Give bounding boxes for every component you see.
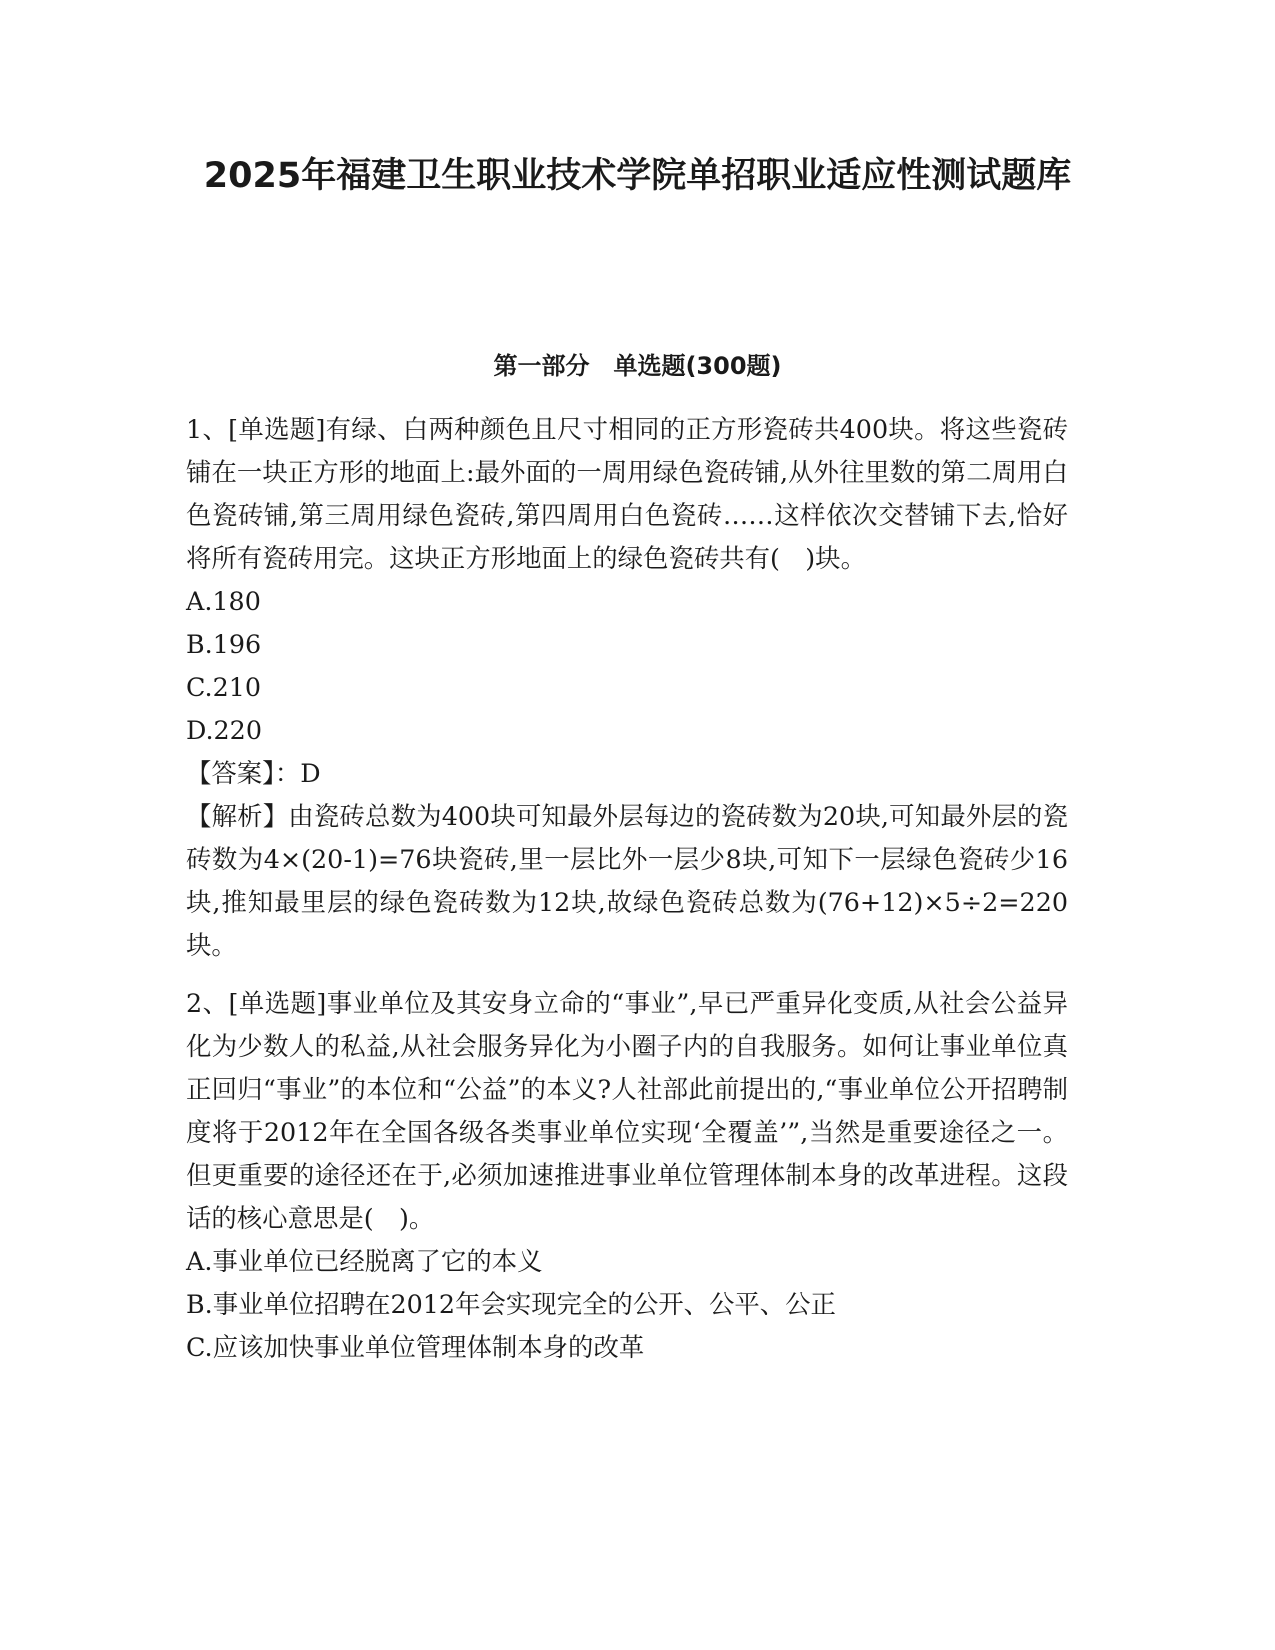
answer-line (186, 752, 1068, 795)
analysis-label: 【解析】 (186, 801, 289, 831)
option-a: A.事业单位已经脱离了它的本义 (186, 1246, 543, 1276)
document-title: 2025年福建卫生职业技术学院单招职业适应性测试题库 (203, 156, 1072, 196)
option-a: A.180 (186, 586, 261, 616)
question-1 (186, 408, 1068, 967)
question-2 (186, 982, 1068, 1369)
question-stem: 2、[单选题]事业单位及其安身立命的“事业”,早已严重异化变质,从社会公益异化为少数人的私益,从社会服务异化为小圈子内的自我服务。如何让事业单位真正回归“事业”的本位和“公益”的本义?人社部此前提出的,“事业单位公开招聘制度将于2012年在全国各级各类事业单位实现‘全覆盖’”,当然是重要途径之一。但更重要的途径还在于,必须加速推进事业单位管理体制本身的改革进程。这段话的核心意思是( )。 (186, 988, 1068, 1233)
option-c: C.应该加快事业单位管理体制本身的改革 (186, 1332, 645, 1362)
option-c: C.210 (186, 672, 262, 702)
analysis-text: 由瓷砖总数为400块可知最外层每边的瓷砖数为20块,可知最外层的瓷砖数为4×(20-1)=76块瓷砖,里一层比外一层少8块,可知下一层绿色瓷砖少16块,推知最里层的绿色瓷砖数为12块,故绿色瓷砖总数为(76+12)×5÷2=220块。 (186, 801, 1069, 960)
section-heading: 第一部分 单选题(300题) (493, 352, 782, 380)
answer-value: ：D (274, 758, 321, 788)
option-b: B.事业单位招聘在2012年会实现完全的公开、公平、公正 (186, 1289, 836, 1319)
question-list (186, 408, 1068, 1384)
option-d: D.220 (186, 715, 262, 745)
analysis-line (186, 795, 1068, 967)
option-b: B.196 (186, 629, 262, 659)
question-stem: 1、[单选题]有绿、白两种颜色且尺寸相同的正方形瓷砖共400块。将这些瓷砖铺在一块正方形的地面上:最外面的一周用绿色瓷砖铺,从外往里数的第二周用白色瓷砖铺,第三周用绿色瓷砖,第四周用白色瓷砖……这样依次交替铺下去,恰好将所有瓷砖用完。这块正方形地面上的绿色瓷砖共有( )块。 (186, 414, 1068, 573)
answer-label: 【答案】 (186, 758, 275, 788)
